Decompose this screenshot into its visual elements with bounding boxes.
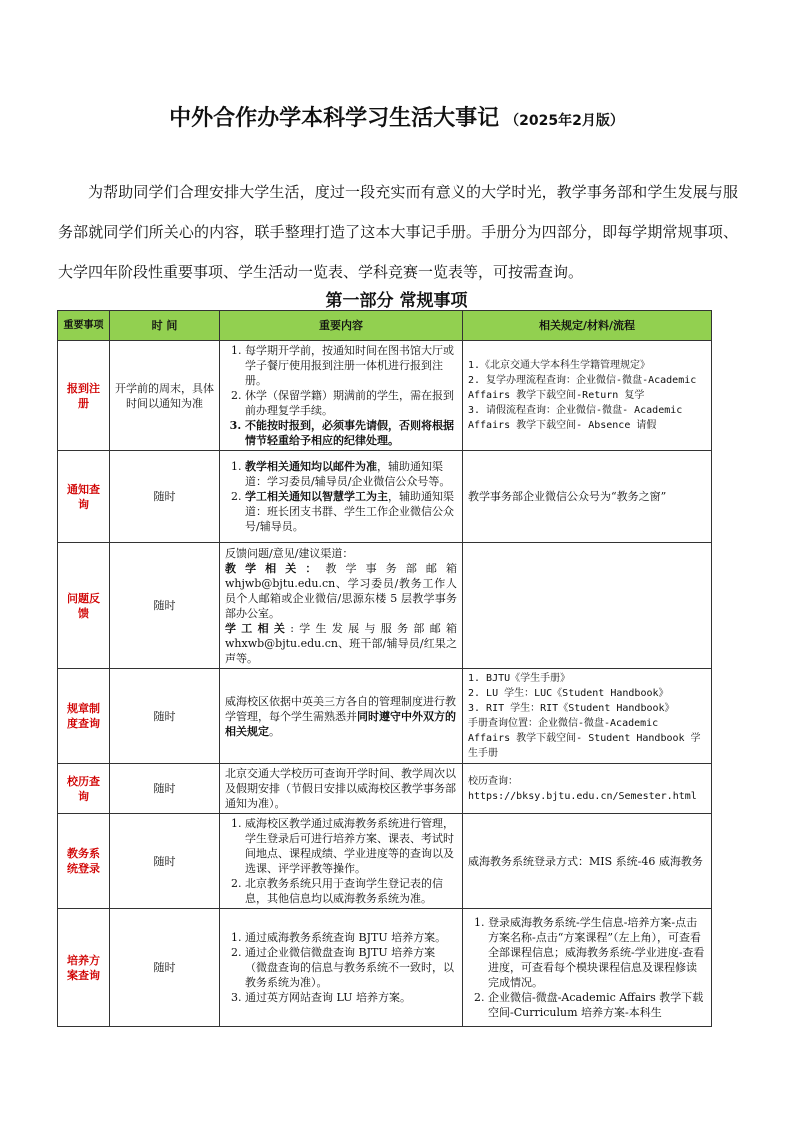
item-rules (463, 341, 712, 451)
rule-line: 威海教务系统登录方式：MIS 系统-46 威海教务 (468, 854, 703, 868)
table-header-row (58, 311, 712, 341)
content-point: 1. 每学期开学前，按通知时间在图书馆大厅或学子餐厅使用报到注册一体机进行报到注册。 (245, 343, 457, 388)
item-time: 随时 (110, 909, 220, 1027)
feedback-teaching-text: 教学事务部邮箱whjwb@bjtu.edu.cn、学习委员/教务工作人员个人邮箱或企业微信/思源东楼 5 层教学事务部办公室。 (225, 561, 458, 620)
content-point (245, 459, 457, 489)
rule-line: 3. RIT 学生：RIT《Student Handbook》 (468, 703, 675, 714)
rule-line: 1. BJTU《学生手册》 (468, 673, 571, 684)
item-content (220, 341, 463, 451)
rule-line: 2. 复学办理流程查询：企业微信-微盘-Academic Affairs 教学下载空间-Return 复学 (468, 375, 697, 401)
header-rules: 相关规定/材料/流程 (463, 311, 712, 341)
routine-items-table (57, 310, 712, 1027)
item-name: 报到注册 (58, 341, 110, 451)
item-content (220, 543, 463, 669)
rule-point: 2. 企业微信-微盘-Academic Affairs 教学下载空间-Curriculum 培养方案-本科生 (488, 990, 706, 1020)
item-rules (463, 451, 712, 543)
intro-paragraph: 为帮助同学们合理安排大学生活，度过一段充实而有意义的大学时光，教学事务部和学生发展与服务部就同学们所关心的内容，联手整理打造了这本大事记手册。手册分为四部分，即每学期常规事项、大学四年阶段性重要事项、学生活动一览表、学科竞赛一览表等，可按需查询。 (58, 183, 738, 281)
item-content (220, 814, 463, 909)
item-rules (463, 669, 712, 764)
table-row (58, 451, 712, 543)
header-item: 重要事项 (58, 311, 110, 341)
content-text: ，辅助通知渠道：班长团支书群、学生工作企业微信公众号/辅导员。 (245, 490, 454, 533)
header-time: 时 间 (110, 311, 220, 341)
item-name: 教务系统登录 (58, 814, 110, 909)
feedback-lead: 反馈问题/意见/建议渠道： (225, 546, 354, 560)
calendar-link[interactable]: https://bksy.bjtu.edu.cn/Semester.html (468, 790, 697, 802)
table-row (58, 764, 712, 814)
content-point: 3. 通过英方网站查询 LU 培养方案。 (245, 990, 457, 1005)
rule-point: 1. 登录威海教务系统-学生信息-培养方案-点击方案名称-点击“方案课程”（左上角），可查看全部课程信息；威海教务系统-学业进度-查看进度，可查看每个模块课程信息及课程修读完成情况。 (488, 915, 706, 990)
feedback-affairs-text: :学生发展与服务部邮箱whxwb@bjtu.edu.cn、班干部/辅导员/红果之声等。 (225, 621, 457, 665)
content-bold: 同时遵守中外双方的相关规定 (225, 709, 456, 738)
content-point: 2. 北京教务系统只用于查询学生登记表的信息，其他信息均以威海教务系统为准。 (245, 876, 457, 906)
item-time: 随时 (110, 814, 220, 909)
feedback-teaching-label: 教学相关： (225, 561, 326, 575)
table-row (58, 341, 712, 451)
rule-line: 3. 请假流程查询：企业微信-微盘- Academic Affairs 教学下载空间- Absence 请假 (468, 405, 683, 431)
item-name: 通知查询 (58, 451, 110, 543)
item-time: 随时 (110, 764, 220, 814)
part-title: 第一部分 常规事项 (325, 291, 468, 311)
feedback-student-affairs (225, 621, 457, 666)
item-content (220, 909, 463, 1027)
item-time: 随时 (110, 451, 220, 543)
item-name: 问题反馈 (58, 543, 110, 669)
item-name: 规章制度查询 (58, 669, 110, 764)
feedback-teaching (225, 561, 457, 621)
page-title (0, 101, 793, 132)
item-time: 随时 (110, 669, 220, 764)
rule-line: 教学事务部企业微信公众号为“教务之窗” (468, 490, 667, 503)
feedback-affairs-label: 学工相关 (225, 621, 291, 635)
content-text: 威海校区依据中英美三方各自的管理制度进行教学管理，每个学生需熟悉并 (225, 694, 456, 723)
rule-line: 手册查询位置：企业微信-微盘-Academic Affairs 教学下载空间- Student Handbook 学生手册 (468, 718, 701, 759)
content-point (245, 489, 457, 534)
item-content (220, 669, 463, 764)
item-rules (463, 814, 712, 909)
table-row (58, 669, 712, 764)
content-bold: 教学相关通知均以邮件为准 (245, 460, 377, 473)
table-row (58, 814, 712, 909)
rule-line: 校历查询： (468, 775, 518, 787)
title-version: （2025年2月版） (505, 113, 624, 129)
table-row (58, 543, 712, 669)
title-main: 中外合作办学本科学习生活大事记 (169, 106, 500, 131)
content-point: 3. 不能按时报到，必须事先请假，否则将根据情节轻重给予相应的纪律处理。 (245, 418, 457, 448)
item-name: 培养方案查询 (58, 909, 110, 1027)
item-rules (463, 909, 712, 1027)
item-time: 随时 (110, 543, 220, 669)
table-row (58, 909, 712, 1027)
item-content (220, 451, 463, 543)
item-content: 北京交通大学校历可查询开学时间、教学周次以及假期安排（节假日安排以威海校区教学事务部通知为准）。 (220, 764, 463, 814)
content-point: 2. 通过企业微信微盘查询 BJTU 培养方案（微盘查询的信息与教务系统不一致时，以教务系统为准）。 (245, 945, 457, 990)
item-rules (463, 543, 712, 669)
header-content: 重要内容 (220, 311, 463, 341)
item-name: 校历查询 (58, 764, 110, 814)
rule-line: 2. LU 学生：LUC《Student Handbook》 (468, 688, 669, 699)
content-tail: 。 (269, 724, 280, 738)
rule-line: 1.《北京交通大学本科生学籍管理规定》 (468, 360, 651, 371)
content-point: 2. 休学（保留学籍）期满前的学生，需在报到前办理复学手续。 (245, 388, 457, 418)
content-point: 1. 通过威海教务系统查询 BJTU 培养方案。 (245, 930, 457, 945)
item-time: 开学前的周末，具体时间以通知为准 (110, 341, 220, 451)
item-rules (463, 764, 712, 814)
content-bold: 学工相关通知以智慧学工为主 (245, 490, 388, 503)
content-point: 1. 威海校区教学通过威海教务系统进行管理，学生登录后可进行培养方案、课表、考试时间地点、课程成绩、学业进度等的查询以及选课、评学评教等操作。 (245, 816, 457, 876)
content-text: ，辅助通知渠道：学习委员/辅导员/企业微信公众号等。 (245, 460, 451, 488)
